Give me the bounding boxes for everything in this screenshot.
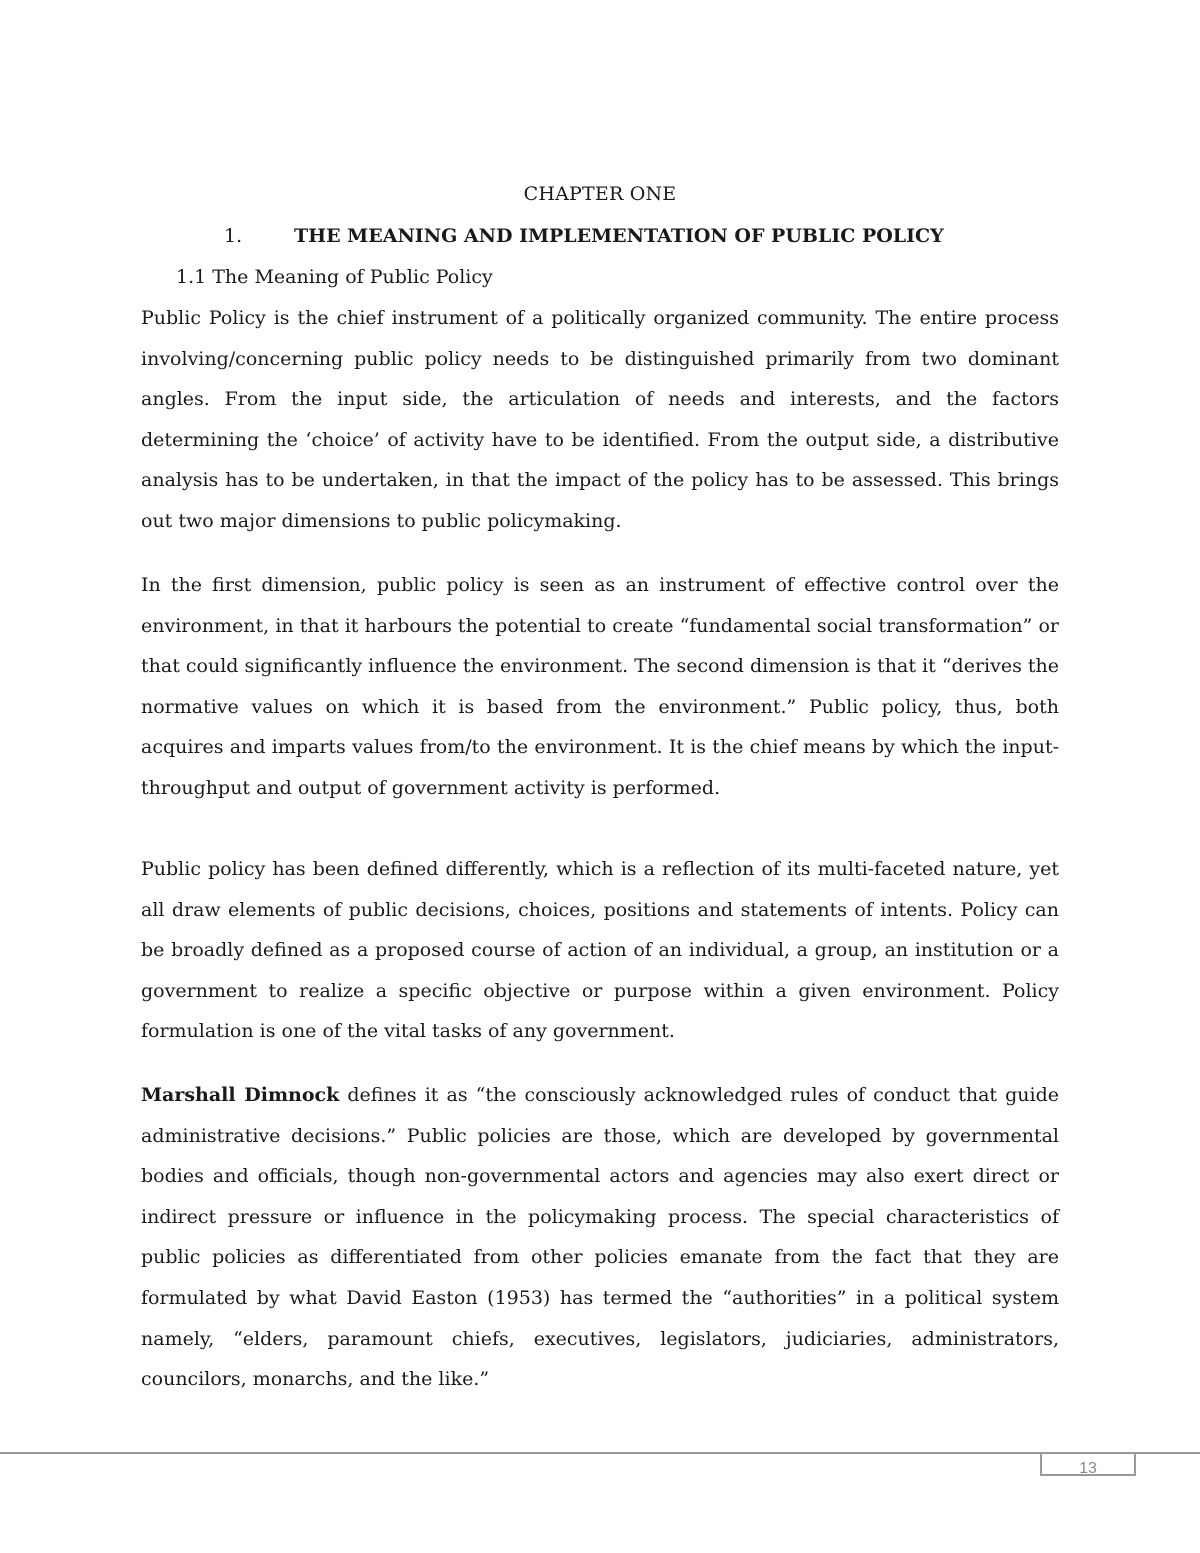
paragraph-1: Public Policy is the chief instrument of a politically organized community. The entire process involving/concerning public policy needs to be distinguished primarily from two dominant angles. From the input side, the articulation of needs and interests, and the factors determining the ‘choice’ of activity have to be identified. From the output side, a distributive analysis has to be undertaken, in that the impact of the policy has to be assessed. This brings out two major dimensions to public policymaking.	[141, 307, 1059, 532]
paragraph-4	[141, 1075, 1059, 1400]
paragraph-2: In the first dimension, public policy is seen as an instrument of effective control over the environment, in that it harbours the potential to create “fundamental social transformation” or that could significantly influence the environment. The second dimension is that it “derives the normative values on which it is based from the environment.” Public policy, thus, both acquires and imparts values from/to the environment. It is the chief means by which the input-throughput and output of government activity is performed.	[141, 574, 1059, 799]
chapter-title: CHAPTER ONE	[523, 183, 677, 205]
section-title: THE MEANING AND IMPLEMENTATION OF PUBLIC POLICY	[294, 225, 944, 247]
author-name: Marshall Dimnock	[141, 1084, 340, 1106]
section-heading	[224, 225, 1024, 247]
subsection-heading: 1.1 The Meaning of Public Policy	[176, 266, 493, 288]
section-number: 1.	[224, 225, 243, 247]
paragraph-3: Public policy has been defined differently, which is a reflection of its multi-faceted nature, yet all draw elements of public decisions, choices, positions and statements of intents. Policy can be broadly defined as a proposed course of action of an individual, a group, an institution or a government to realize a specific objective or purpose within a given environment. Policy formulation is one of the vital tasks of any government.	[141, 858, 1059, 1043]
paragraph-4-text: defines it as “the consciously acknowledged rules of conduct that guide administrative decisions.” Public policies are those, which are developed by governmental bodies and officials, though non-governmental actors and agencies may also exert direct or indirect pressure or influence in the policymaking process. The special characteristics of public policies as differentiated from other policies emanate from the fact that they are formulated by what David Easton (1953) has termed the “authorities” in a political system namely, “elders, paramount chiefs, executives, legislators, judiciaries, administrators, councilors, monarchs, and the like.”	[141, 1084, 1060, 1391]
footer-rule	[0, 1452, 1200, 1454]
page-number: 13	[1079, 1460, 1097, 1477]
page-number-box	[1040, 1452, 1136, 1476]
